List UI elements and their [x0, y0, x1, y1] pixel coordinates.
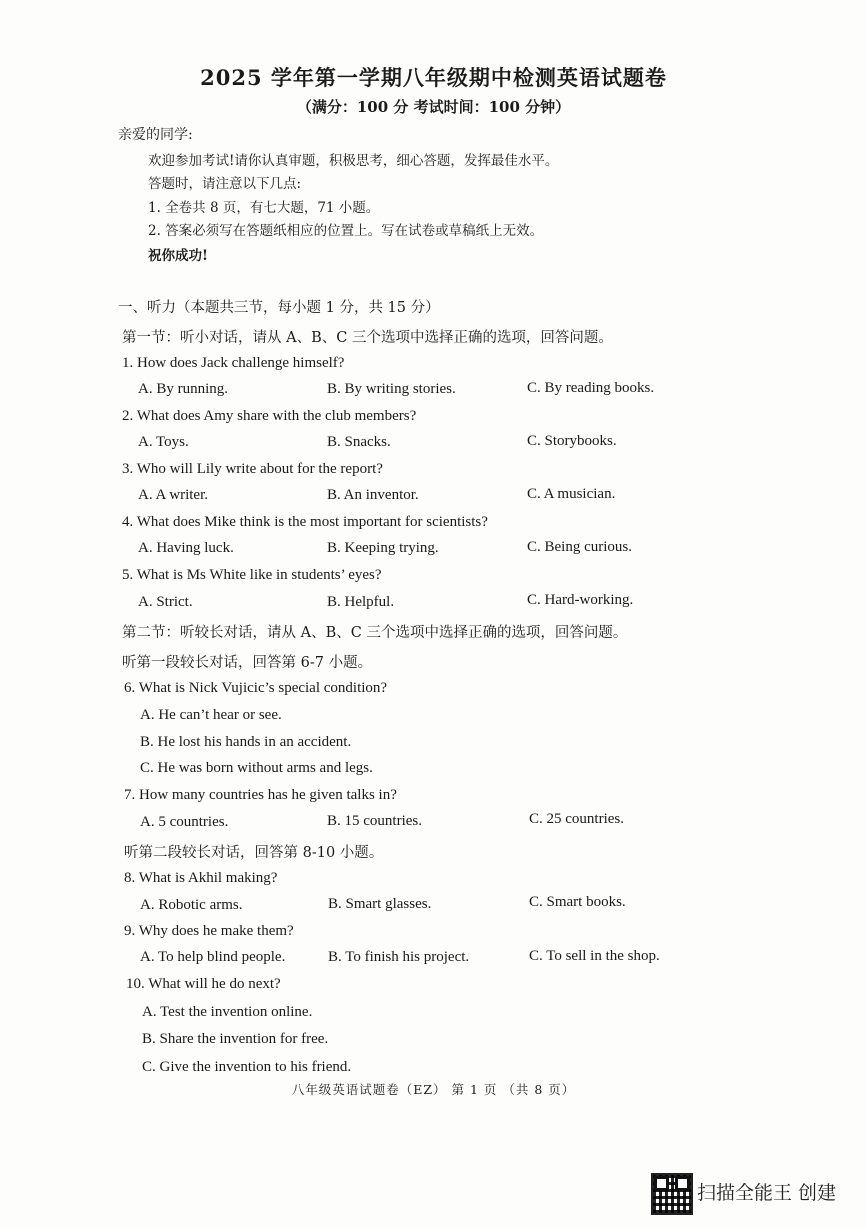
- dialog2-instruction: 听第二段较长对话，回答第 8-10 小题。: [124, 845, 384, 861]
- intro-line-2: 答题时，请注意以下几点:: [148, 176, 302, 192]
- question-8-option-b: B. Smart glasses.: [328, 896, 432, 912]
- question-8-option-a: A. Robotic arms.: [140, 897, 243, 913]
- question-9-option-b: B. To finish his project.: [328, 949, 470, 965]
- question-1-option-c: C. By reading books.: [527, 380, 655, 396]
- section1-instruction: 第一节：听小对话，请从 A、B、C 三个选项中选择正确的选项，回答问题。: [122, 330, 613, 346]
- question-10-option-a: A. Test the invention online.: [142, 1004, 313, 1020]
- page-footer: 八年级英语试题卷（EZ） 第 1 页 （共 8 页）: [291, 1082, 576, 1097]
- question-1-option-a: A. By running.: [138, 381, 228, 397]
- question-1-option-b: B. By writing stories.: [327, 381, 456, 397]
- intro-wish: 祝你成功!: [148, 248, 208, 264]
- question-2-stem: 2. What does Amy share with the club members?: [122, 408, 417, 424]
- greeting: 亲爱的同学:: [118, 127, 193, 143]
- intro-line-3: 1. 全卷共 8 页，有七大题，71 小题。: [148, 200, 380, 216]
- page-subtitle: （满分：100 分 考试时间：100 分钟）: [296, 98, 571, 116]
- question-8-option-c: C. Smart books.: [529, 894, 626, 910]
- question-6-stem: 6. What is Nick Vujicic’s special condition?: [124, 680, 388, 696]
- question-4-option-c: C. Being curious.: [527, 539, 632, 555]
- question-2-option-a: A. Toys.: [138, 434, 189, 450]
- page-title: 2025 学年第一学期八年级期中检测英语试题卷: [200, 65, 667, 90]
- question-10-option-c: C. Give the invention to his friend.: [142, 1059, 352, 1075]
- question-8-stem: 8. What is Akhil making?: [124, 870, 278, 886]
- question-2-option-c: C. Storybooks.: [527, 433, 617, 449]
- qr-code-icon: [651, 1173, 693, 1215]
- question-7-option-c: C. 25 countries.: [529, 811, 624, 827]
- question-9-option-c: C. To sell in the shop.: [529, 948, 660, 964]
- question-6-option-c: C. He was born without arms and legs.: [140, 760, 373, 776]
- question-4-stem: 4. What does Mike think is the most important for scientists?: [122, 514, 488, 530]
- question-5-option-b: B. Helpful.: [327, 594, 395, 610]
- question-5-option-a: A. Strict.: [138, 594, 193, 610]
- section2-instruction: 第二节：听较长对话，请从 A、B、C 三个选项中选择正确的选项，回答问题。: [122, 625, 628, 641]
- question-5-stem: 5. What is Ms White like in students’ eyes?: [122, 567, 382, 583]
- question-9-option-a: A. To help blind people.: [140, 949, 286, 965]
- question-5-option-c: C. Hard-working.: [527, 592, 634, 608]
- question-7-stem: 7. How many countries has he given talks in?: [124, 787, 397, 803]
- question-3-option-c: C. A musician.: [527, 486, 616, 502]
- question-4-option-b: B. Keeping trying.: [327, 540, 439, 556]
- question-6-option-b: B. He lost his hands in an accident.: [140, 734, 352, 750]
- dialog1-instruction: 听第一段较长对话，回答第 6-7 小题。: [122, 655, 373, 671]
- intro-line-1: 欢迎参加考试!请你认真审题，积极思考，细心答题，发挥最佳水平。: [148, 153, 559, 169]
- scanner-watermark: 扫描全能王 创建: [697, 1182, 837, 1204]
- question-1-stem: 1. How does Jack challenge himself?: [122, 355, 345, 371]
- question-6-option-a: A. He can’t hear or see.: [140, 707, 282, 723]
- question-10-option-b: B. Share the invention for free.: [142, 1031, 329, 1047]
- part1-heading: 一、听力（本题共三节，每小题 1 分，共 15 分）: [118, 300, 440, 316]
- question-7-option-a: A. 5 countries.: [140, 814, 229, 830]
- question-3-option-a: A. A writer.: [138, 487, 208, 503]
- intro-line-4: 2. 答案必须写在答题纸相应的位置上。写在试卷或草稿纸上无效。: [148, 223, 544, 239]
- question-7-option-b: B. 15 countries.: [327, 813, 422, 829]
- question-9-stem: 9. Why does he make them?: [124, 923, 294, 939]
- question-3-option-b: B. An inventor.: [327, 487, 419, 503]
- question-3-stem: 3. Who will Lily write about for the report?: [122, 461, 383, 477]
- question-4-option-a: A. Having luck.: [138, 540, 234, 556]
- question-10-stem: 10. What will he do next?: [126, 976, 281, 992]
- question-2-option-b: B. Snacks.: [327, 434, 391, 450]
